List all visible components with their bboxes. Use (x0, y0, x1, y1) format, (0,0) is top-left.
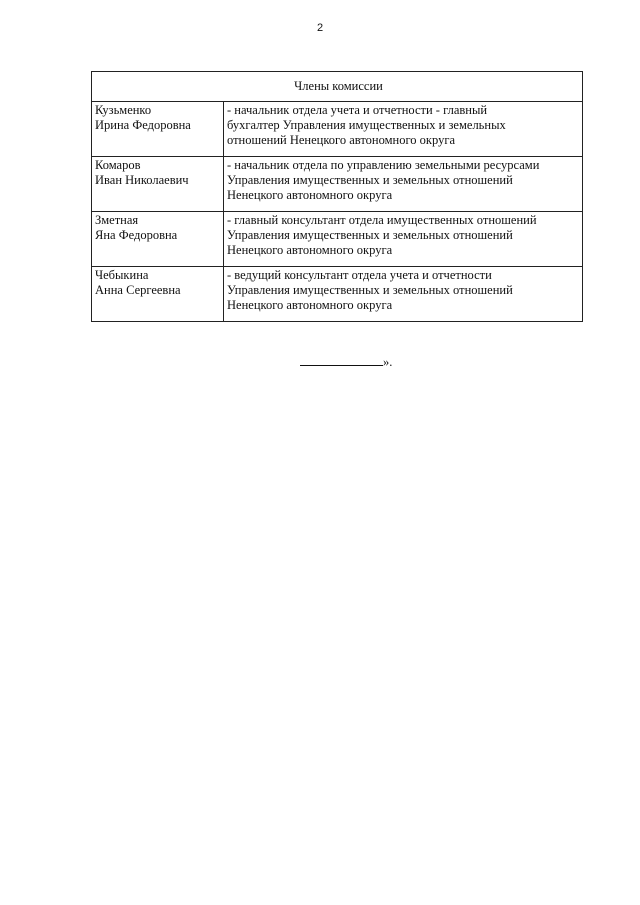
member-given-name: Ирина Федоровна (95, 118, 191, 132)
closing-line (300, 354, 392, 370)
page-number: 2 (316, 22, 324, 34)
member-role-line: Управления имущественных и земельных отношений (227, 173, 513, 187)
member-name (92, 267, 224, 322)
member-role-line: бухгалтер Управления имущественных и земельных (227, 118, 506, 132)
table-row (92, 267, 583, 322)
member-surname: Кузьменко (95, 103, 152, 117)
member-role-line: Ненецкого автономного округа (227, 188, 393, 202)
member-surname: Комаров (95, 158, 141, 172)
table-row (92, 102, 583, 157)
member-role-line: - ведущий консультант отдела учета и отчетности (227, 268, 492, 282)
member-given-name: Яна Федоровна (95, 228, 178, 242)
member-name (92, 212, 224, 267)
member-role-line: - начальник отдела по управлению земельными ресурсами (227, 158, 540, 172)
member-surname: Зметная (95, 213, 139, 227)
member-surname: Чебыкина (95, 268, 149, 282)
closing-quote: ». (383, 355, 393, 369)
member-role (224, 102, 583, 157)
member-role-line: - главный консультант отдела имущественных отношений (227, 213, 537, 227)
member-role (224, 157, 583, 212)
member-given-name: Анна Сергеевна (95, 283, 181, 297)
member-role (224, 267, 583, 322)
table-row (92, 157, 583, 212)
member-role-line: Управления имущественных и земельных отношений (227, 283, 513, 297)
member-name (92, 157, 224, 212)
member-role-line: Ненецкого автономного округа (227, 298, 393, 312)
table-row (92, 212, 583, 267)
table-header: Члены комиссии (92, 72, 583, 102)
member-role (224, 212, 583, 267)
member-role-line: Управления имущественных и земельных отношений (227, 228, 513, 242)
member-role-line: отношений Ненецкого автономного округа (227, 133, 455, 147)
commission-members-table (91, 71, 583, 322)
blank-underline (300, 354, 383, 366)
member-role-line: - начальник отдела учета и отчетности - главный (227, 103, 488, 117)
member-role-line: Ненецкого автономного округа (227, 243, 393, 257)
table-header-row (92, 72, 583, 102)
member-name (92, 102, 224, 157)
member-given-name: Иван Николаевич (95, 173, 189, 187)
